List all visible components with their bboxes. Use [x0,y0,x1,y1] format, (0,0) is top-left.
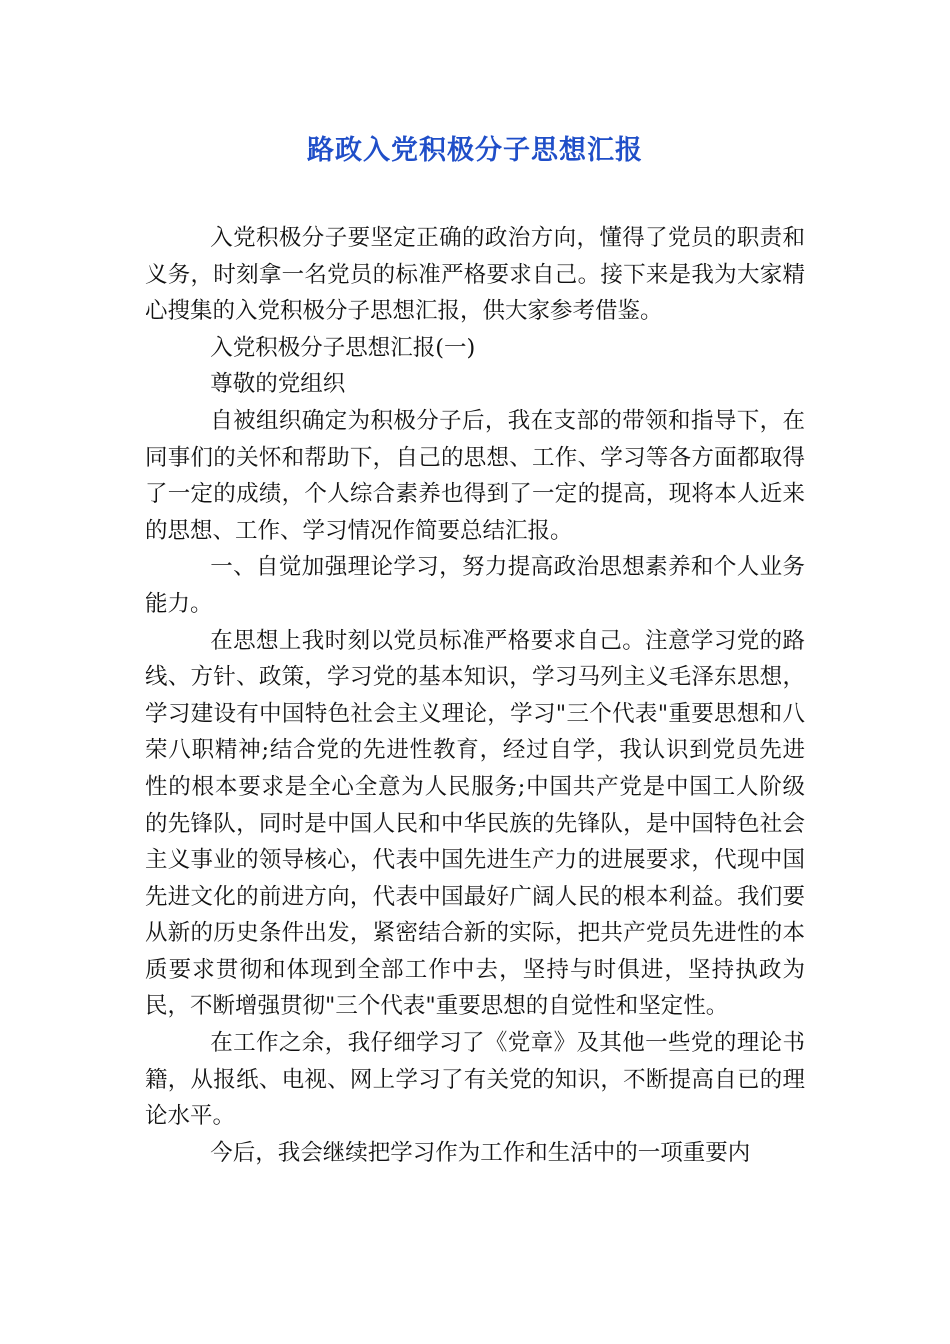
paragraph-summary: 自被组织确定为积极分子后，我在支部的带领和指导下，在同事们的关怀和帮助下，自己的思想、工作、学习等各方面都取得了一定的成绩，个人综合素养也得到了一定的提高，现将本人近来的思想、工作、学习情况作简要总结汇报。 [145,407,805,544]
document-title: 路政入党积极分子思想汇报 [307,135,643,166]
paragraph-thought: 在思想上我时刻以党员标准严格要求自己。注意学习党的路线、方针、政策，学习党的基本知识，学习马列主义毛泽东思想，学习建设有中国特色社会主义理论，学习"三个代表"重要思想和八荣八职精神;结合党的先进性教育，经过自学，我认识到党员先进性的根本要求是全心全意为人民服务;中国共产党是中国工人阶级的先锋队，同时是中国人民和中华民族的先锋队，是中国特色社会主义事业的领导核心，代表中国先进生产力的进展要求，代现中国先进文化的前进方向，代表中国最好广阔人民的根本利益。我们要从新的历史条件出发，紧密结合新的实际，把共产党员先进性的本质要求贯彻和体现到全部工作中去，坚持与时俱进，坚持执政为民，不断增强贯彻"三个代表"重要思想的自觉性和坚定性。 [145,627,805,1020]
paragraph-future: 今后，我会继续把学习作为工作和生活中的一项重要内 [210,1139,751,1166]
paragraph-salutation: 尊敬的党组织 [210,371,346,398]
paragraph-point-one: 一、自觉加强理论学习，努力提高政治思想素养和个人业务能力。 [145,554,805,617]
document-body [145,220,805,1171]
paragraph-section-heading: 入党积极分子思想汇报(一) [210,334,476,361]
paragraph-study: 在工作之余，我仔细学习了《党章》及其他一些党的理论书籍，从报纸、电视、网上学习了有关党的知识，不断提高自已的理论水平。 [145,1030,805,1130]
paragraph-intro: 入党积极分子要坚定正确的政治方向，懂得了党员的职责和义务，时刻拿一名党员的标准严格要求自己。接下来是我为大家精心搜集的入党积极分子思想汇报，供大家参考借鉴。 [145,225,805,325]
